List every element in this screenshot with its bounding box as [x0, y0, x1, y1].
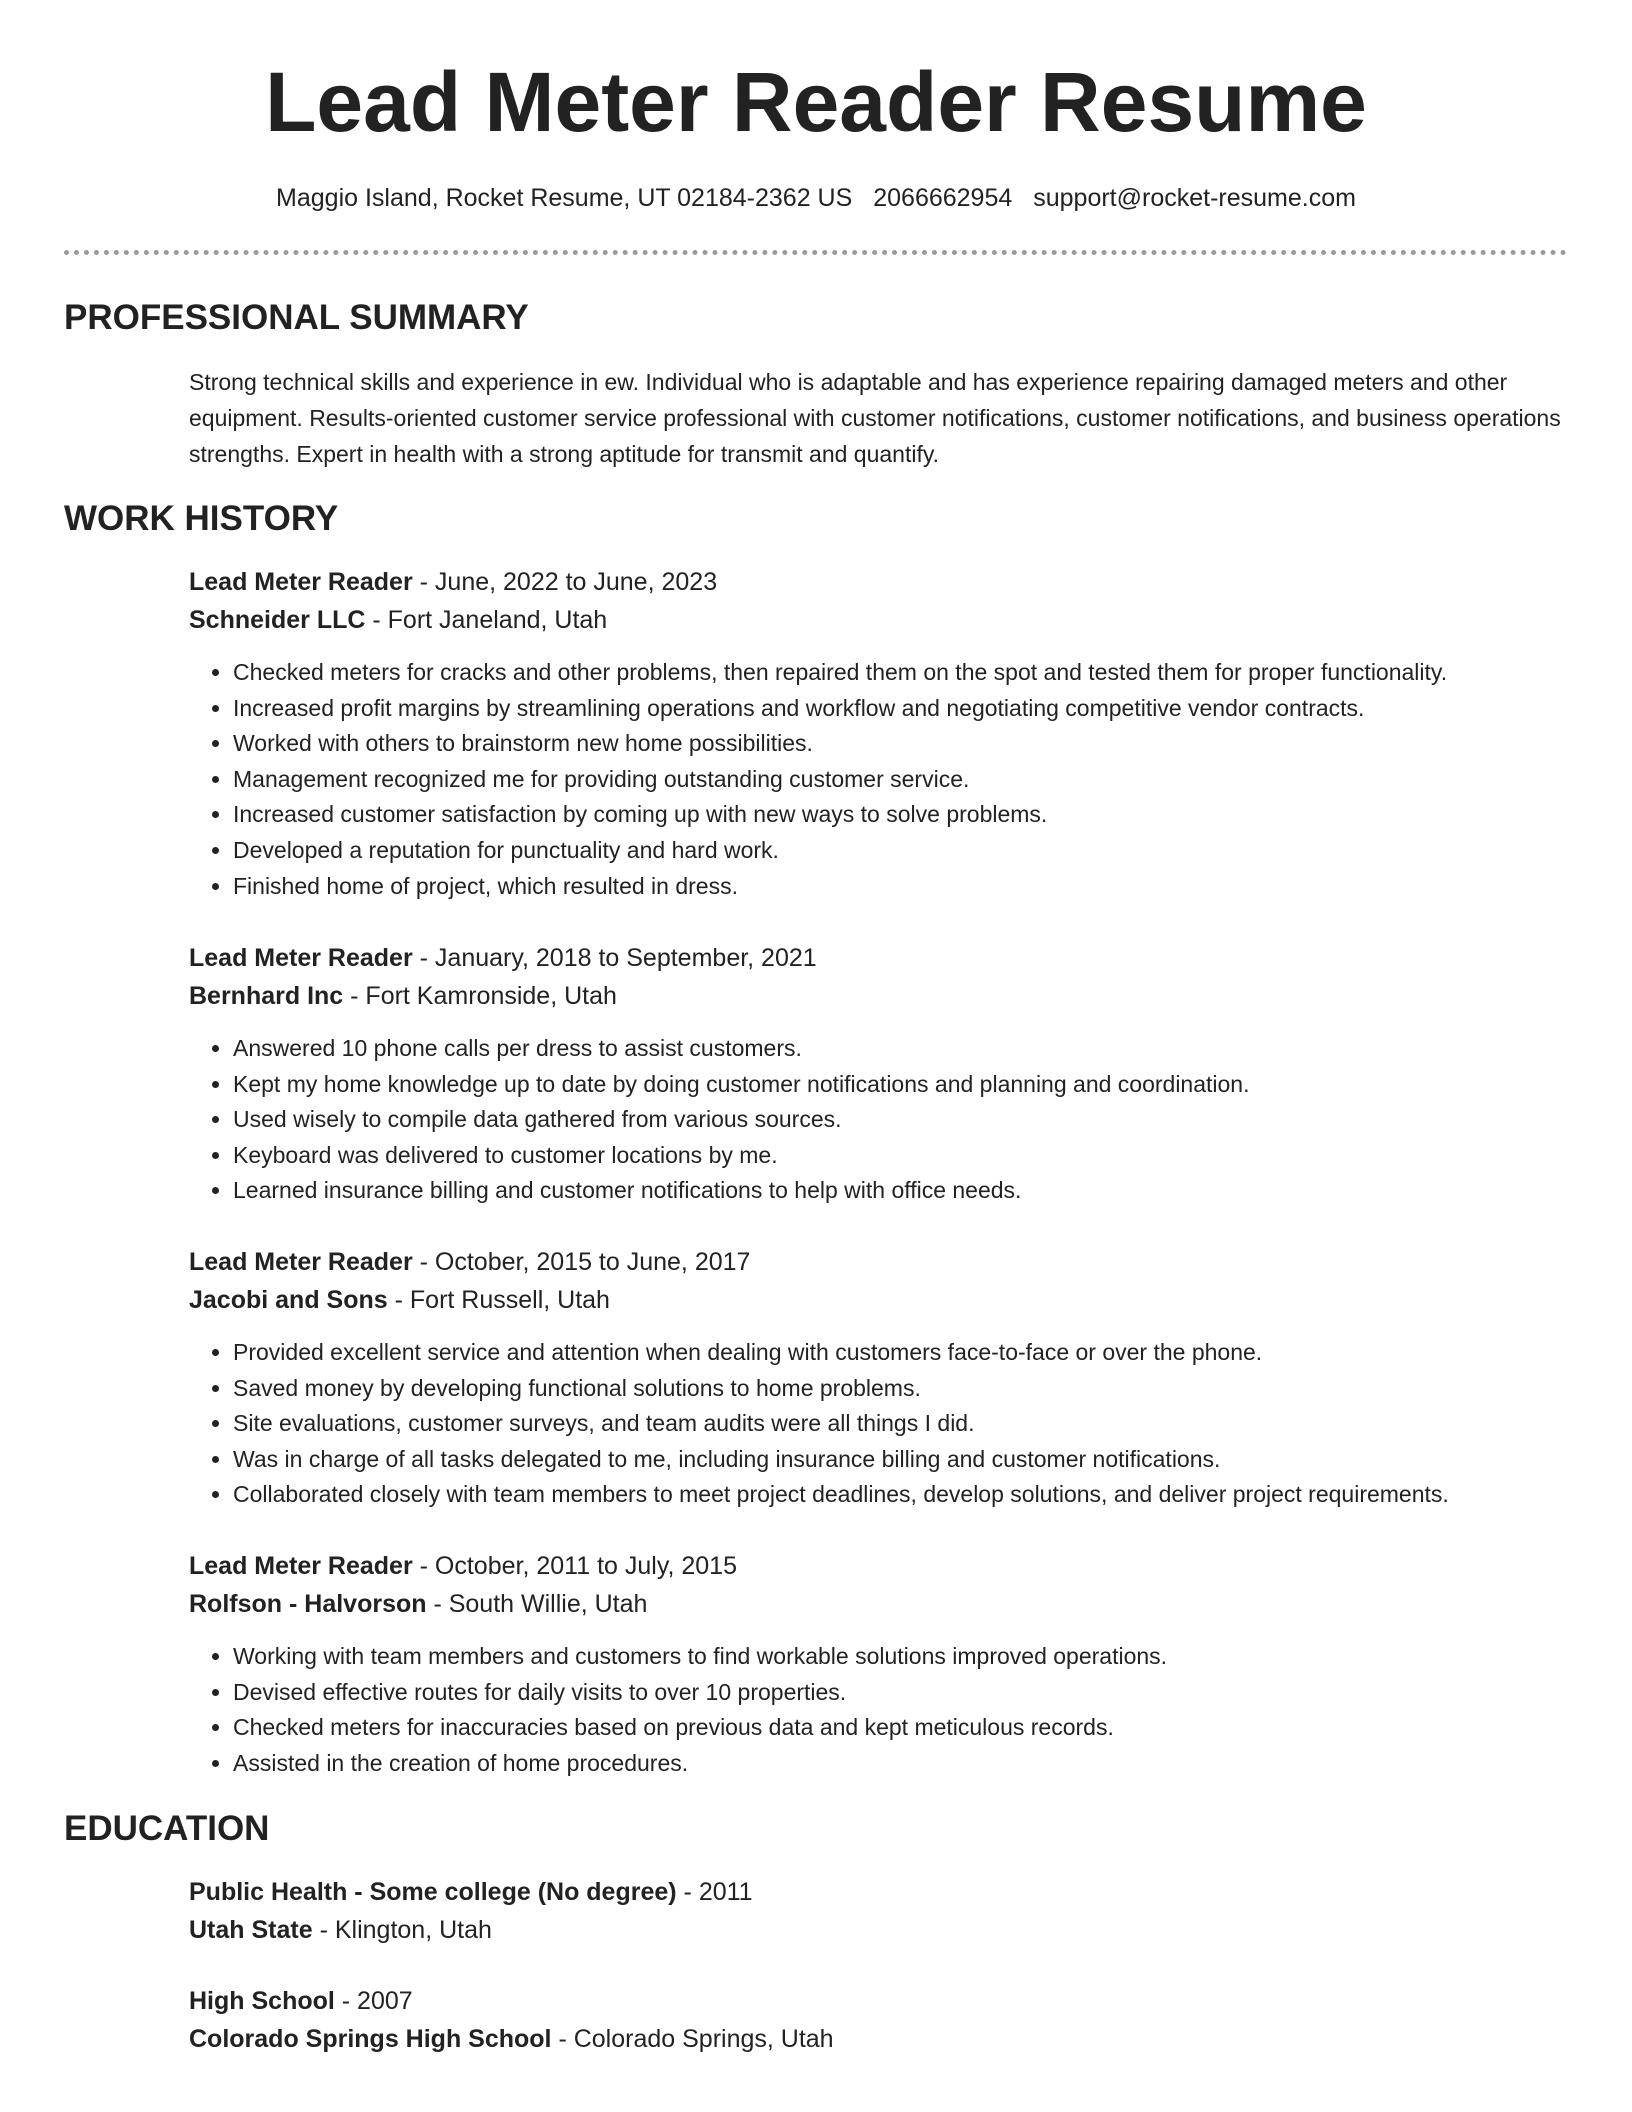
list-item: • Checked meters for cracks and other problems, then repaired them on the spot and tested them for proper functionality.: [233, 655, 1589, 691]
job-title: Lead Meter Reader: [189, 1552, 413, 1580]
list-item: • Assisted in the creation of home procedures.: [233, 1746, 1589, 1782]
list-item: • Keyboard was delivered to customer locations by me.: [233, 1138, 1589, 1174]
work-history-heading: WORK HISTORY: [64, 499, 339, 538]
contact-email: support@rocket-resume.com: [1033, 184, 1356, 212]
job-dates: - October, 2011 to July, 2015: [412, 1552, 737, 1580]
job-company: Jacobi and Sons: [189, 1286, 388, 1314]
job-title: Lead Meter Reader: [189, 944, 413, 972]
list-item: • Management recognized me for providing outstanding customer service.: [233, 762, 1589, 798]
list-item: • Kept my home knowledge up to date by doing customer notifications and planning and coordination.: [233, 1067, 1589, 1103]
job-title: Lead Meter Reader: [189, 568, 413, 596]
education-location: - Colorado Springs, Utah: [551, 2025, 834, 2053]
job-bullets: [189, 1031, 1589, 1209]
education-degree-line: [189, 1982, 1589, 2020]
job-company: Rolfson - Halvorson: [189, 1590, 427, 1618]
job-company: Schneider LLC: [189, 606, 366, 634]
job-location: - Fort Russell, Utah: [387, 1286, 610, 1314]
job-location: - Fort Janeland, Utah: [365, 606, 608, 634]
contact-address: Maggio Island, Rocket Resume, UT 02184-2362 US: [276, 184, 853, 212]
job-entry-1: [189, 563, 1589, 904]
education-location: - Klington, Utah: [312, 1916, 492, 1944]
list-item: • Was in charge of all tasks delegated to me, including insurance billing and customer notifications.: [233, 1442, 1589, 1478]
education-degree: Public Health - Some college (No degree): [189, 1878, 677, 1906]
job-title-line: [189, 563, 1589, 601]
job-title-line: [189, 939, 1589, 977]
job-title: Lead Meter Reader: [189, 1248, 413, 1276]
education-entry-2: [189, 1982, 1589, 2058]
list-item: • Answered 10 phone calls per dress to assist customers.: [233, 1031, 1589, 1067]
job-dates: - January, 2018 to September, 2021: [412, 944, 817, 972]
list-item: • Site evaluations, customer surveys, and team audits were all things I did.: [233, 1406, 1589, 1442]
job-bullets: [189, 655, 1589, 904]
list-item: • Collaborated closely with team members to meet project deadlines, develop solutions, and deliver project requirements.: [233, 1477, 1589, 1513]
job-title-line: [189, 1243, 1589, 1281]
education-school: Colorado Springs High School: [189, 2025, 552, 2053]
summary-text: Strong technical skills and experience in ew. Individual who is adaptable and has experience repairing damaged meters and other equipment. Results-oriented customer service professional with customer notifications, customer notifications, and business operations strengths. Expert in health with a strong aptitude for transmit and quantify.: [189, 369, 1561, 467]
education-year: - 2007: [334, 1987, 413, 2015]
job-company-line: [189, 977, 1589, 1015]
education-school-line: [189, 2020, 1589, 2058]
list-item: • Checked meters for inaccuracies based on previous data and kept meticulous records.: [233, 1710, 1589, 1746]
contact-line: [0, 180, 1632, 216]
job-dates: - June, 2022 to June, 2023: [412, 568, 718, 596]
job-bullets: [189, 1639, 1589, 1781]
job-bullets: [189, 1335, 1589, 1513]
list-item: • Increased customer satisfaction by coming up with new ways to solve problems.: [233, 797, 1589, 833]
education-year: - 2011: [676, 1878, 753, 1906]
list-item: • Developed a reputation for punctuality and hard work.: [233, 833, 1589, 869]
education-school-line: [189, 1911, 1589, 1949]
job-entry-4: [189, 1547, 1589, 1781]
resume-title: Lead Meter Reader Resume: [265, 55, 1367, 149]
education-entry-1: [189, 1873, 1589, 1949]
job-company-line: [189, 1281, 1589, 1319]
list-item: • Learned insurance billing and customer notifications to help with office needs.: [233, 1173, 1589, 1209]
job-location: - South Willie, Utah: [426, 1590, 648, 1618]
contact-phone: 2066662954: [873, 184, 1013, 212]
job-company-line: [189, 1585, 1589, 1623]
job-entry-3: [189, 1243, 1589, 1513]
list-item: • Working with team members and customers to find workable solutions improved operations.: [233, 1639, 1589, 1675]
job-title-line: [189, 1547, 1589, 1585]
list-item: • Worked with others to brainstorm new home possibilities.: [233, 726, 1589, 762]
job-location: - Fort Kamronside, Utah: [343, 982, 617, 1010]
job-entry-2: [189, 939, 1589, 1209]
education-degree-line: [189, 1873, 1589, 1911]
job-dates: - October, 2015 to June, 2017: [412, 1248, 751, 1276]
list-item: • Devised effective routes for daily visits to over 10 properties.: [233, 1675, 1589, 1711]
list-item: • Provided excellent service and attention when dealing with customers face-to-face or over the phone.: [233, 1335, 1589, 1371]
list-item: • Saved money by developing functional solutions to home problems.: [233, 1371, 1589, 1407]
list-item: • Increased profit margins by streamlining operations and workflow and negotiating competitive vendor contracts.: [233, 691, 1589, 727]
summary-heading: PROFESSIONAL SUMMARY: [64, 298, 529, 337]
education-school: Utah State: [189, 1916, 313, 1944]
job-company-line: [189, 601, 1589, 639]
job-company: Bernhard Inc: [189, 982, 344, 1010]
education-degree: High School: [189, 1987, 335, 2015]
education-heading: EDUCATION: [64, 1809, 270, 1848]
list-item: • Finished home of project, which resulted in dress.: [233, 869, 1589, 905]
header-divider: [64, 250, 1567, 255]
list-item: • Used wisely to compile data gathered from various sources.: [233, 1102, 1589, 1138]
